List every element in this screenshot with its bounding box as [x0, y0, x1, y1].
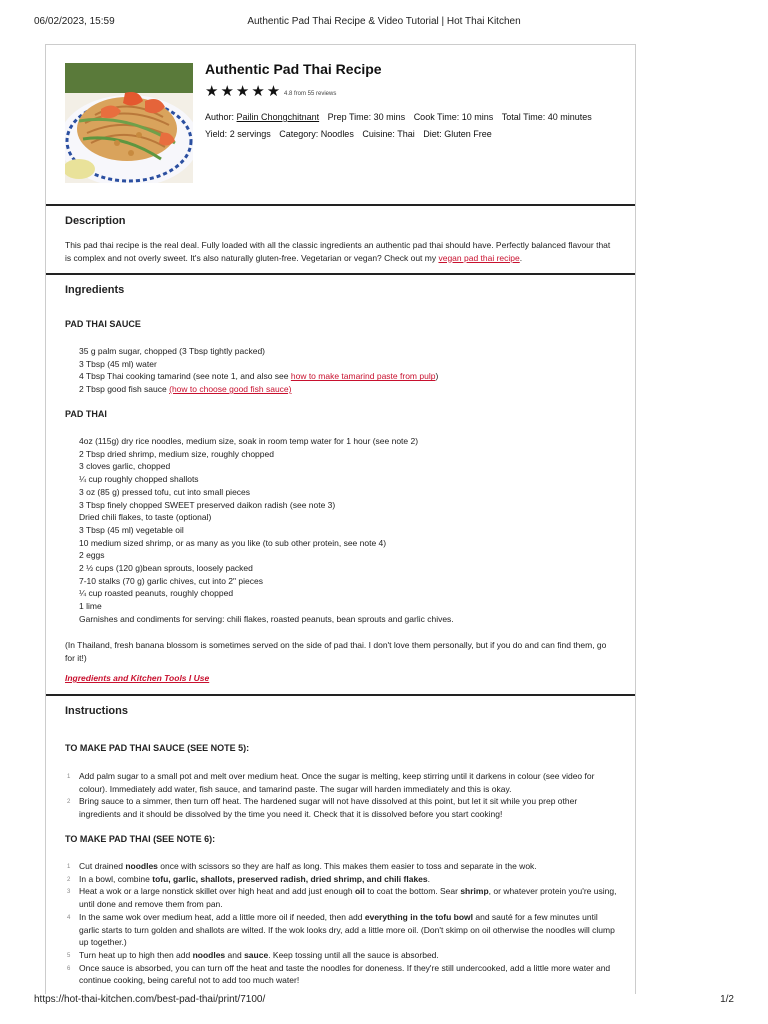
step-text: Bring sauce to a simmer, then turn off heat. The hardened sugar will not have dissolved at this point, but let it sit while you prep other ingredients and it should be dissolved by the time you need it. Check that it is dissolved before you start cooking! — [79, 796, 578, 820]
step-text: . Keep tossing until all the sauce is absorbed. — [268, 949, 439, 960]
ingredient-item: 2 ½ cups (120 g)bean sprouts, loosely packed — [79, 563, 253, 574]
ingredient-item: 1 lime — [79, 601, 102, 612]
yield-label: Yield: — [205, 129, 228, 139]
description-end: . — [519, 252, 523, 263]
author-label: Author: — [205, 112, 235, 122]
step-number: 3 — [67, 889, 71, 896]
step-item — [67, 795, 619, 820]
diet-label: Diet: — [423, 129, 442, 139]
ingredients-heading: Ingredients — [65, 284, 125, 296]
vegan-recipe-link[interactable]: vegan pad thai recipe — [438, 252, 520, 263]
cook-time: 10 mins — [461, 112, 494, 122]
step-item — [67, 860, 619, 873]
step-text: shrimp — [460, 886, 489, 897]
ingredient-item: ¼ cup roasted peanuts, roughly chopped — [79, 588, 234, 599]
description-body: This pad thai recipe is the real deal. Fully loaded with all the classic ingredients an authentic pad thai should have. Perfectly balanced flavour that is complex and not overly sweet. It's also naturally gluten-free. Vegetarian or vegan? Check out my — [65, 240, 611, 263]
section-divider — [46, 273, 636, 275]
prep-label: Prep Time: — [327, 112, 372, 122]
ingredient-item: ¼ cup roughly chopped shallots — [79, 474, 199, 485]
description-text — [65, 239, 617, 264]
cook-label: Cook Time: — [413, 112, 460, 122]
recipe-title: Authentic Pad Thai Recipe — [205, 61, 382, 77]
recipe-card — [45, 44, 636, 994]
cuisine-label: Cuisine: — [362, 129, 395, 139]
step-text: In a bowl, combine — [79, 873, 153, 884]
step-item — [67, 962, 619, 987]
step-text: noodles — [125, 861, 158, 871]
padthai-steps-list — [67, 860, 619, 987]
step-text: Cut drained — [79, 861, 126, 871]
step-number: 2 — [67, 876, 71, 883]
total-label: Total Time: — [501, 112, 546, 122]
author-link[interactable]: Pailin Chongchitnant — [236, 112, 320, 122]
ingredient-item — [79, 345, 619, 358]
step-item — [67, 885, 619, 910]
ingredient-item — [79, 358, 619, 371]
ingredient-item: 3 Tbsp finely chopped SWEET preserved daikon radish (see note 3) — [79, 499, 336, 510]
recipe-meta-info — [205, 129, 492, 139]
ingredient-item: 3 Tbsp (45 ml) vegetable oil — [79, 524, 184, 535]
diet-value: Gluten Free — [444, 129, 492, 139]
step-number: 4 — [67, 914, 71, 921]
step-text: Add palm sugar to a small pot and melt over medium heat. Once the sugar is melting, keep stirring until it darkens in colour (see video for colour). Immediately add water, fish sauce, and tamarind paste. The sugar will harden immediately and this is okay. — [79, 771, 595, 794]
step-number: 1 — [67, 774, 71, 780]
step-text: noodles — [192, 949, 226, 960]
banana-blossom-note: (In Thailand, fresh banana blossom is sometimes served on the side of pad thai. I don't love them personally, but if you do and can find them, go for it!) — [65, 640, 607, 663]
step-number: 5 — [67, 952, 71, 959]
print-url: https://hot-thai-kitchen.com/best-pad-thai/print/7100/ — [34, 994, 266, 1005]
step-item — [67, 770, 619, 795]
section-divider — [46, 204, 636, 206]
ingredient-text: 2 Tbsp good fish sauce — [79, 384, 170, 395]
page-number: 1/2 — [720, 994, 734, 1005]
ingredient-item: Garnishes and condiments for serving: chili flakes, roasted peanuts, bean sprouts and garlic chives. — [79, 613, 454, 624]
sauce-steps-list — [67, 770, 619, 821]
step-item — [67, 949, 619, 962]
recipe-photo — [65, 63, 193, 183]
step-text: Turn heat up to high then add — [79, 949, 193, 960]
sauce-ingredient-list — [79, 345, 619, 396]
padthai-subheading: PAD THAI — [65, 409, 107, 419]
step-text: Heat a wok or a large nonstick skillet over high heat and add just enough — [79, 886, 355, 897]
ingredient-text: 4 Tbsp Thai cooking tamarind (see note 1, and also see — [79, 371, 291, 382]
step-text: sauce — [244, 949, 269, 960]
section-divider — [46, 694, 636, 696]
instructions-heading: Instructions — [65, 705, 128, 717]
yield-value: 2 servings — [229, 129, 271, 139]
step-number: 6 — [67, 965, 71, 972]
step-text: and — [225, 949, 245, 960]
step-text: to coat the bottom. Sear — [364, 886, 461, 897]
category-value: Noodles — [320, 129, 354, 139]
step-text: oil — [354, 886, 365, 897]
step-text: tofu, garlic, shallots, preserved radish, dried shrimp, and chili flakes — [152, 873, 428, 884]
cuisine-value: Thai — [397, 129, 415, 139]
ingredient-item: 2 Tbsp dried shrimp, medium size, roughly chopped — [79, 448, 274, 459]
padthai-ingredient-list — [79, 435, 619, 626]
ingredient-item: 4oz (115g) dry rice noodles, medium size, soak in room temp water for 1 hour (see note 2) — [79, 436, 419, 446]
print-datetime: 06/02/2023, 15:59 — [34, 16, 115, 27]
ingredient-item: Dried chili flakes, to taste (optional) — [79, 512, 212, 523]
step-text: and sauté for a few minutes until garlic starts to turn golden and shallots are wilted. If the wok looks dry, add a little more oil. (Don't skimp on oil otherwise the noodles will clump up together.) — [79, 911, 615, 948]
rating-text: 4.8 from 55 reviews — [284, 91, 337, 97]
ingredient-text: 35 g palm sugar, chopped (3 Tbsp tightly packed) — [79, 346, 266, 356]
ingredient-item — [79, 383, 619, 396]
step-number: 1 — [67, 864, 71, 870]
category-label: Category: — [279, 129, 319, 139]
rating-stars: ★★★★★ — [205, 83, 283, 100]
step-text: . — [427, 873, 430, 884]
kitchen-tools-link[interactable]: Ingredients and Kitchen Tools I Use — [65, 673, 210, 683]
step-item — [67, 873, 619, 886]
step-text: In the same wok over medium heat, add a little more oil if needed, then add — [79, 911, 365, 922]
step-text: everything in the tofu bowl — [364, 911, 473, 922]
total-time: 40 minutes — [547, 112, 592, 122]
ingredient-item — [79, 370, 619, 383]
step-text: once with scissors so they are half as long. This makes them easier to toss and separate in the wok. — [157, 861, 537, 871]
step-text: Once sauce is absorbed, you can turn off the heat and taste the noodles for doneness. If they're still undercooked, add a little more water and continue cooking, being careful not to add too much water! — [79, 962, 611, 986]
ingredient-text: ) — [435, 371, 439, 382]
ingredient-item: 3 oz (85 g) pressed tofu, cut into small pieces — [79, 486, 251, 497]
sauce-subheading: PAD THAI SAUCE — [65, 319, 141, 329]
prep-time: 30 mins — [373, 112, 406, 122]
description-heading: Description — [65, 215, 126, 227]
print-page-title: Authentic Pad Thai Recipe & Video Tutorial | Hot Thai Kitchen — [247, 16, 521, 27]
fish-sauce-link[interactable]: (how to choose good fish sauce) — [169, 384, 292, 395]
step-item — [67, 911, 619, 949]
print-header — [0, 16, 768, 30]
recipe-meta-times — [205, 112, 592, 122]
ingredient-item: 3 cloves garlic, chopped — [79, 461, 171, 472]
step-text: , or whatever protein you're using, until done and remove them from pan. — [79, 886, 617, 910]
ingredient-item: 10 medium sized shrimp, or as many as you like (to sub other protein, see note 4) — [79, 537, 387, 548]
ingredient-item: 7-10 stalks (70 g) garlic chives, cut into 2" pieces — [79, 575, 263, 586]
tamarind-link[interactable]: how to make tamarind paste from pulp — [290, 371, 436, 382]
ingredient-text: 3 Tbsp (45 ml) water — [79, 358, 157, 369]
sauce-steps-heading: TO MAKE PAD THAI SAUCE (SEE NOTE 5): — [65, 743, 250, 753]
ingredient-item: 2 eggs — [79, 550, 105, 561]
step-number: 2 — [67, 799, 71, 806]
padthai-steps-heading: TO MAKE PAD THAI (SEE NOTE 6): — [65, 834, 216, 844]
